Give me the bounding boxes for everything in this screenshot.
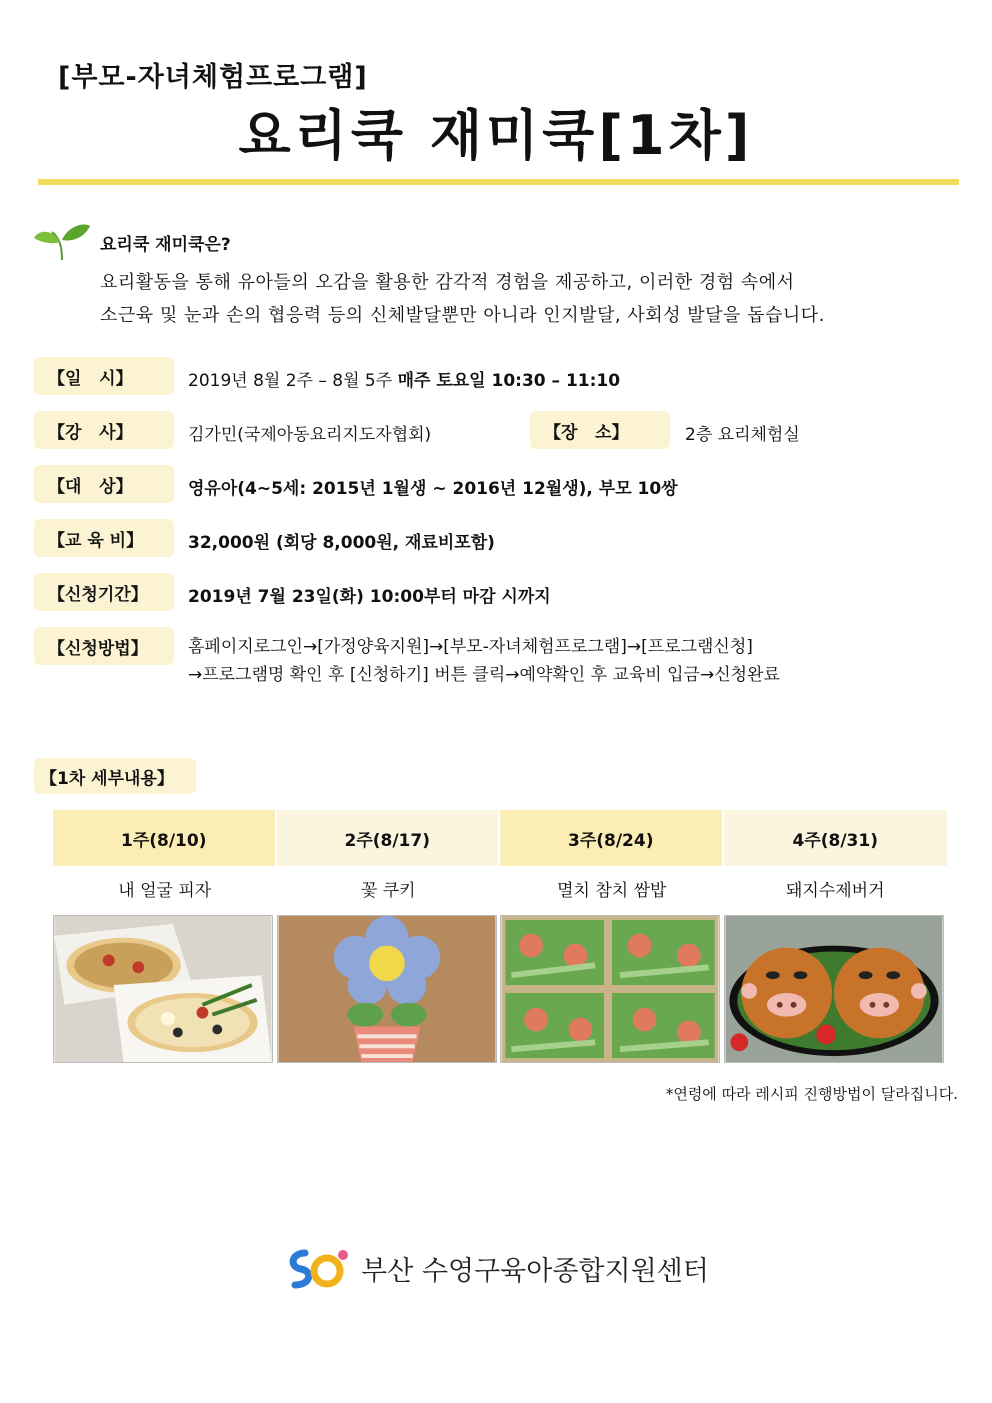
fee-label: 【교 육 비】 bbox=[34, 519, 174, 557]
date-value: 2019년 8월 2주 – 8월 5주 매주 토요일 10:30 – 11:10 bbox=[188, 371, 621, 391]
period-value: 2019년 7월 23일(화) 10:00부터 마감 시까지 bbox=[188, 587, 551, 607]
program-subtitle: [부모-자녀체험프로그램] bbox=[58, 62, 368, 93]
week-4-header: 4주(8/31) bbox=[724, 810, 948, 866]
pizza-photo bbox=[53, 915, 273, 1063]
date-label: 【일 시】 bbox=[34, 357, 174, 395]
schedule-table bbox=[53, 810, 947, 1063]
period-label: 【신청기간】 bbox=[34, 573, 174, 611]
intro-heading: 요리쿡 재미쿡은? bbox=[100, 235, 231, 255]
flower-cookie-photo bbox=[277, 915, 497, 1063]
ssambap-photo-icon bbox=[501, 916, 719, 1062]
schedule-header-row bbox=[53, 810, 947, 866]
sprout-leaf-icon bbox=[32, 220, 92, 262]
week-2-header: 2주(8/17) bbox=[277, 810, 501, 866]
pizza-photo-icon bbox=[54, 916, 272, 1062]
week-4-menu: 돼지수제버거 bbox=[785, 881, 885, 901]
footer bbox=[0, 1245, 992, 1291]
pig-burger-photo bbox=[724, 915, 944, 1063]
week-1-header: 1주(8/10) bbox=[53, 810, 277, 866]
recipe-note: *연령에 따라 레시피 진행방법이 달라집니다. bbox=[665, 1085, 958, 1103]
target-value: 영유아(4~5세: 2015년 1월생 ~ 2016년 12월생), 부모 10쌍 bbox=[188, 479, 678, 499]
method-line-2: →프로그램명 확인 후 [신청하기] 버튼 클릭→예약확인 후 교육비 입금→신청완료 bbox=[188, 665, 780, 685]
details-section-label: 【1차 세부내용】 bbox=[34, 758, 196, 794]
intro-line-2: 소근육 및 눈과 손의 협응력 등의 신체발달뿐만 아니라 인지발달, 사회성 발달을 돕습니다. bbox=[100, 305, 825, 326]
method-line-1: 홈페이지로그인→[가정양육지원]→[부모-자녀체험프로그램]→[프로그램신청] bbox=[188, 637, 753, 657]
pig-burger-photo-icon bbox=[725, 916, 943, 1062]
ssambap-photo bbox=[500, 915, 720, 1063]
fee-value: 32,000원 (회당 8,000원, 재료비포함) bbox=[188, 533, 495, 553]
title-underline bbox=[38, 179, 959, 185]
schedule-menu-row bbox=[53, 876, 947, 901]
week-3-header: 3주(8/24) bbox=[500, 810, 724, 866]
center-logo-icon bbox=[283, 1245, 353, 1291]
target-label: 【대 상】 bbox=[34, 465, 174, 503]
method-label: 【신청방법】 bbox=[34, 627, 174, 665]
instructor-label: 【강 사】 bbox=[34, 411, 174, 449]
place-label: 【장 소】 bbox=[530, 411, 670, 449]
flower-cookie-photo-icon bbox=[278, 916, 496, 1062]
week-3-menu: 멸치 참치 쌈밥 bbox=[557, 881, 667, 901]
instructor-value: 김가민(국제아동요리지도자협회) bbox=[188, 425, 432, 445]
organization-name: 부산 수영구육아종합지원센터 bbox=[361, 1255, 709, 1287]
page-title: 요리쿡 재미쿡[1차] bbox=[238, 104, 754, 167]
place-value: 2층 요리체험실 bbox=[685, 425, 800, 445]
schedule-photo-row bbox=[53, 915, 947, 1063]
intro-line-1: 요리활동을 통해 유아들의 오감을 활용한 감각적 경험을 제공하고, 이러한 경험 속에서 bbox=[100, 272, 795, 293]
week-2-menu: 꽃 쿠키 bbox=[360, 881, 416, 901]
week-1-menu: 내 얼굴 피자 bbox=[118, 881, 212, 901]
